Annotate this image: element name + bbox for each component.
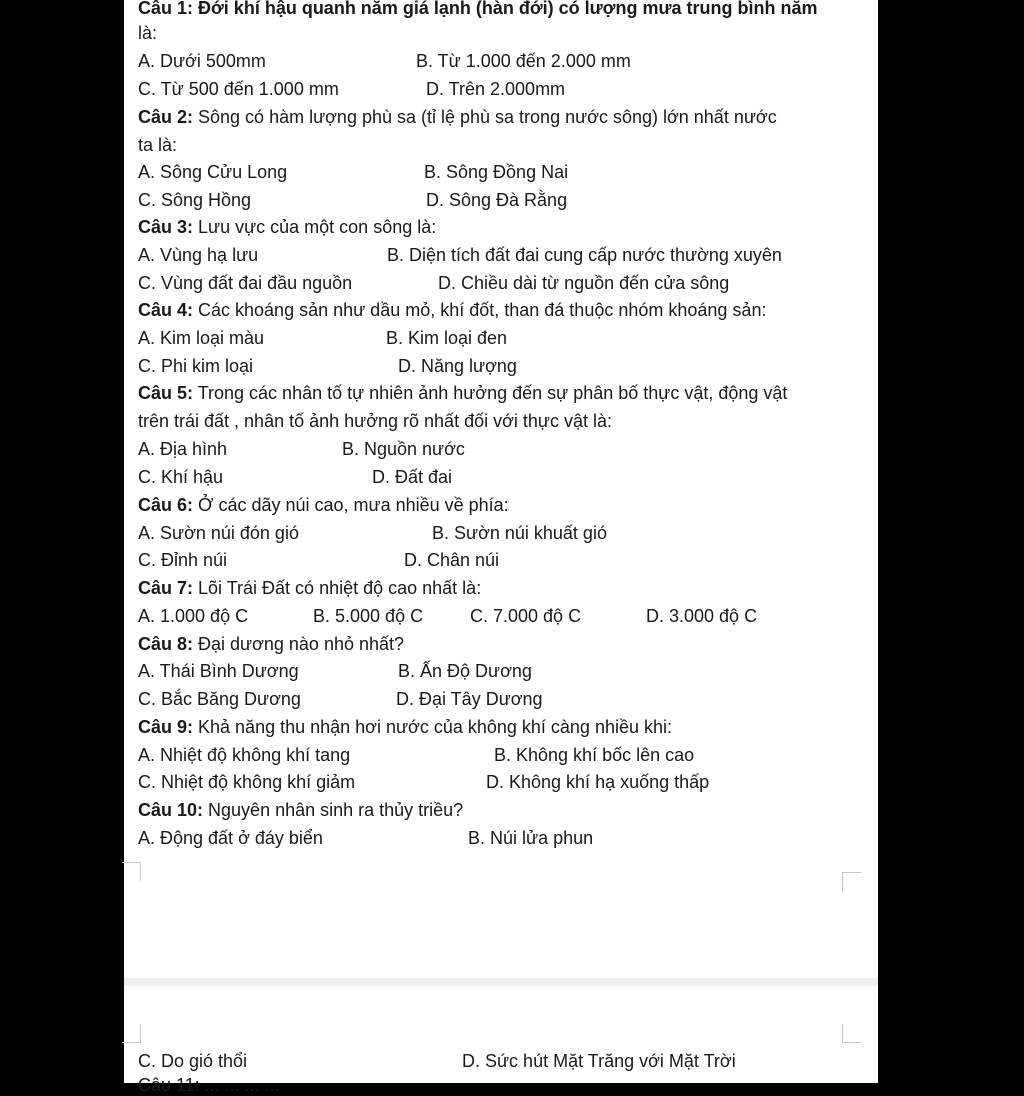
document-page xyxy=(124,0,878,1095)
answer-a: A. Động đất ở đáy biển xyxy=(138,828,323,848)
answer-b: B. Sông Đồng Nai xyxy=(424,162,569,182)
answer-b: B. Sườn núi khuất gió xyxy=(432,523,607,543)
answer-d: D. Chiều dài từ nguồn đến cửa sông xyxy=(438,273,730,293)
question-8-stem xyxy=(138,633,404,655)
question-5-stem-cont: trên trái đất , nhân tố ảnh hưởng rõ nhất đối với thực vật là: xyxy=(138,411,612,431)
answer-d: D. Trên 2.000mm xyxy=(426,79,566,99)
crop-mark xyxy=(122,862,141,881)
question-label: Câu 4: xyxy=(138,300,194,320)
answer-a: A. Kim loại màu xyxy=(138,328,265,348)
question-text: Sông có hàm lượng phù sa (tỉ lệ phù sa trong nước sông) lớn nhất nước xyxy=(193,107,777,127)
question-1-stem xyxy=(138,0,817,19)
question-2-stem xyxy=(138,106,777,128)
question-label: Câu 10: xyxy=(138,800,204,820)
question-11-stem-cropped xyxy=(138,1074,468,1095)
answer-a: A. Thái Bình Dương xyxy=(138,661,299,681)
answer-b: B. Nguồn nước xyxy=(342,439,465,459)
answer-c: C. Đỉnh núi xyxy=(138,550,228,570)
question-6-stem xyxy=(138,494,509,516)
answer-d: D. Đại Tây Dương xyxy=(396,689,543,709)
answer-c: C. Sông Hồng xyxy=(138,190,252,210)
question-10-stem xyxy=(138,799,463,821)
answer-b: B. 5.000 độ C xyxy=(313,606,424,626)
question-text: Các khoáng sản như dầu mỏ, khí đốt, than đá thuộc nhóm khoáng sản: xyxy=(193,300,767,320)
crop-mark xyxy=(842,872,861,891)
question-label: Câu 2: xyxy=(138,107,194,127)
answer-c: C. Nhiệt độ không khí giảm xyxy=(138,772,356,792)
question-text: Trong các nhân tố tự nhiên ảnh hưởng đến sự phân bố thực vật, động vật xyxy=(193,383,788,403)
question-label: Câu 1: Đới khí hậu quanh năm giá lạnh (hàn đới) có lượng mưa trung bình năm xyxy=(138,0,818,18)
question-text: Ở các dãy núi cao, mưa nhiều về phía: xyxy=(193,495,509,515)
answer-a: A. Dưới 500mm xyxy=(138,51,266,71)
answer-b: B. Diện tích đất đai cung cấp nước thường xuyên xyxy=(387,245,782,265)
question-label: Câu 8: xyxy=(138,634,194,654)
answer-a: A. 1.000 độ C xyxy=(138,606,249,626)
answer-a: A. Sườn núi đón gió xyxy=(138,523,299,543)
answer-a: A. Vùng hạ lưu xyxy=(138,245,259,265)
answer-d: D. Chân núi xyxy=(404,550,500,570)
answer-a: A. Nhiệt độ không khí tang xyxy=(138,745,351,765)
question-9-stem xyxy=(138,716,672,738)
answer-c: C. Từ 500 đến 1.000 mm xyxy=(138,79,339,99)
question-text: Lõi Trái Đất có nhiệt độ cao nhất là: xyxy=(193,578,482,598)
question-1-stem-cont: là: xyxy=(138,23,158,43)
question-label: Câu 9: xyxy=(138,717,194,737)
answer-a: A. Địa hình xyxy=(138,439,228,459)
question-text: Đại dương nào nhỏ nhất? xyxy=(193,634,405,654)
answer-d: D. Sức hút Mặt Trăng với Mặt Trời xyxy=(462,1051,736,1071)
answer-b: B. Kim loại đen xyxy=(386,328,508,348)
answer-c: C. Vùng đất đai đầu nguồn xyxy=(138,273,353,293)
question-text: Khả năng thu nhận hơi nước của không khí càng nhiều khi: xyxy=(193,717,673,737)
question-label: Câu 6: xyxy=(138,495,194,515)
answer-c: C. Bắc Băng Dương xyxy=(138,689,301,709)
question-4-stem xyxy=(138,299,766,321)
question-label: Câu 5: xyxy=(138,383,194,403)
question-2-stem-cont: ta là: xyxy=(138,135,178,155)
answer-d: D. Không khí hạ xuống thấp xyxy=(486,772,710,792)
answer-c: C. Phi kim loại xyxy=(138,356,254,376)
answer-a: A. Sông Cửu Long xyxy=(138,162,288,182)
page-break-strip xyxy=(124,978,878,986)
answer-d: D. 3.000 độ C xyxy=(646,606,758,626)
answer-c: C. Do gió thổi xyxy=(138,1051,248,1071)
answer-b: B. Không khí bốc lên cao xyxy=(494,745,695,765)
answer-b: B. Từ 1.000 đến 2.000 mm xyxy=(416,51,631,71)
question-text: Nguyên nhân sinh ra thủy triều? xyxy=(203,800,464,820)
answer-d: D. Đất đai xyxy=(372,467,453,487)
answer-b: B. Ấn Độ Dương xyxy=(398,661,532,681)
question-7-stem xyxy=(138,577,481,599)
question-text: Lưu vực của một con sông là: xyxy=(193,217,437,237)
answer-c: C. 7.000 độ C xyxy=(470,606,582,626)
question-3-stem xyxy=(138,216,436,238)
answer-c: C. Khí hậu xyxy=(138,467,224,487)
crop-mark xyxy=(122,1024,141,1043)
answer-d: D. Sông Đà Rằng xyxy=(426,190,568,210)
question-text: Câu 11: ... ... ... ... xyxy=(138,1075,280,1095)
crop-mark xyxy=(842,1024,861,1043)
answer-d: D. Năng lượng xyxy=(398,356,517,376)
answer-b: B. Núi lửa phun xyxy=(468,828,594,848)
question-label: Câu 7: xyxy=(138,578,194,598)
question-label: Câu 3: xyxy=(138,217,194,237)
question-5-stem xyxy=(138,382,787,404)
